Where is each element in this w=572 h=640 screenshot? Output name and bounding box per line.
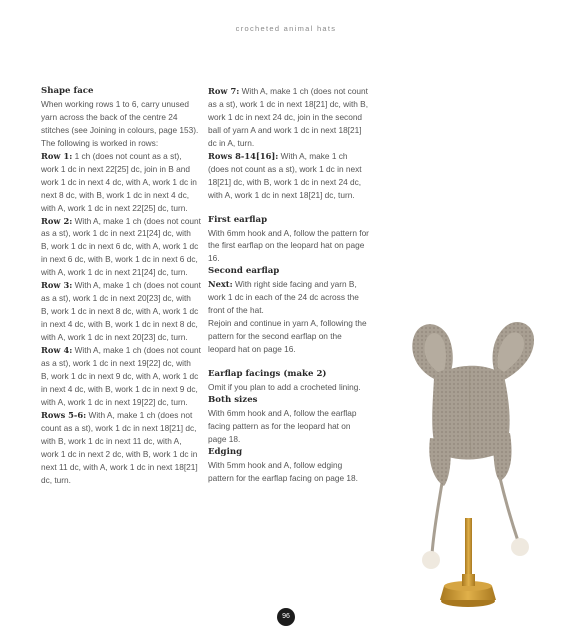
next-text: With right side facing and yarn B, work 1 dc in each of the 24 dc across the front of the hat. (208, 279, 359, 316)
second-earflap-heading: Second earflap (208, 266, 280, 277)
left-column (41, 85, 201, 487)
row-text: With A, make 1 ch (does not count as a st), work 1 dc in next 18[21] dc, with B, work 1 dc in next 11 dc, with A, work 1 dc in next 2 dc, with B, work 1 dc in next 11 dc, with A, work 1 dc in next 18[21] dc, turn. (41, 409, 198, 485)
row-label: Row 4: (41, 345, 73, 356)
spacer (208, 202, 370, 214)
edging-text: With 5mm hook and A, follow edging pattern for the earflap facing on page 18. (208, 459, 358, 483)
left-pompom (422, 551, 440, 569)
next-label: Next: (208, 279, 233, 290)
instruction-row (41, 409, 201, 487)
instruction-row (208, 150, 370, 202)
row-text: With A, make 1 ch (does not count as a st), work 1 dc in next 21[24] dc, with B, work 1 dc in next 6 dc, with A, work 1 dc in next 6 dc, with B, work 1 dc in next 6 dc, with A, work 1 dc in next 21[24] dc, turn. (41, 215, 201, 278)
page-number-badge: 96 (277, 608, 295, 626)
right-tie (500, 478, 518, 541)
instruction-row (41, 344, 201, 409)
both-sizes-text: With 6mm hook and A, follow the earflap facing pattern as for the leopard hat on page 18. (208, 407, 357, 444)
row-text: With A, make 1 ch (does not count as a st), work 1 dc in next 18[21] dc, with B, work 1 dc in next 24 dc, with A, work 1 dc in next 18[21] dc, turn. (208, 150, 362, 200)
both-sizes-heading: Both sizes (208, 394, 258, 405)
right-column (208, 85, 370, 485)
first-earflap-text: With 6mm hook and A, follow the pattern for the first earflap on the leopard hat on page 16. (208, 227, 369, 264)
instruction-row (41, 215, 201, 280)
instruction-row (41, 150, 201, 215)
instruction-row (208, 85, 370, 150)
second-earflap-rejoin: Rejoin and continue in yarn A, following the pattern for the second earflap on the leopard hat on page 16. (208, 318, 367, 355)
row-label: Rows 5-6: (41, 409, 87, 420)
second-earflap-next (208, 278, 370, 317)
row-text: With A, make 1 ch (does not count as a st), work 1 dc in next 19[22] dc, with B, work 1 dc in next 9 dc, with A, work 1 dc in next 4 dc, with B, work 1 dc in next 9 dc, with A, work 1 dc in next 19[22] dc, turn. (41, 345, 201, 407)
first-earflap-heading: First earflap (208, 214, 268, 225)
row-text: 1 ch (does not count as a st), work 1 dc in next 22[25] dc, join in B and work 1 dc in next 4 dc, with A, work 1 dc in next 8 dc, with B, work 1 dc in next 4 dc, with A, work 1 dc in next 22[25] dc, turn. (41, 150, 197, 213)
row-label: Rows 8-14[16]: (208, 150, 279, 161)
row-label: Row 2: (41, 215, 73, 226)
shape-face-intro: When working rows 1 to 6, carry unused yarn across the back of the centre 24 stitches (see Joining in colours, page 153). The following is worked in rows: (41, 98, 199, 148)
edging-heading: Edging (208, 446, 243, 457)
row-text: With A, make 1 ch (does not count as a st), work 1 dc in next 18[21] dc, with B, work 1 dc in next 24 dc, join in the second ball of yarn A and work 1 dc in next 18[21] dc in A, turn. (208, 86, 369, 148)
earflap-facings-text: Omit if you plan to add a crocheted lining. (208, 382, 361, 393)
earflap-facings-heading: Earflap facings (make 2) (208, 369, 327, 380)
instruction-row (41, 279, 201, 344)
stand-pole (465, 518, 472, 578)
hat-on-stand-photo (372, 318, 572, 610)
stand-neck (462, 574, 475, 586)
row-text: With A, make 1 ch (does not count as a st), work 1 dc in next 20[23] dc, with B, work 1 dc in next 8 dc, with A, work 1 dc in next 4 dc, with B, work 1 dc in next 8 dc, with A, work 1 dc in next 20[23] dc, turn. (41, 280, 201, 343)
left-tie (432, 483, 442, 554)
row-label: Row 3: (41, 280, 73, 291)
row-label: Row 1: (41, 150, 73, 161)
right-pompom (511, 538, 529, 556)
row-label: Row 7: (208, 86, 240, 96)
spacer (208, 356, 370, 368)
running-head: crocheted animal hats (235, 24, 337, 33)
shape-face-heading: Shape face (41, 86, 94, 96)
